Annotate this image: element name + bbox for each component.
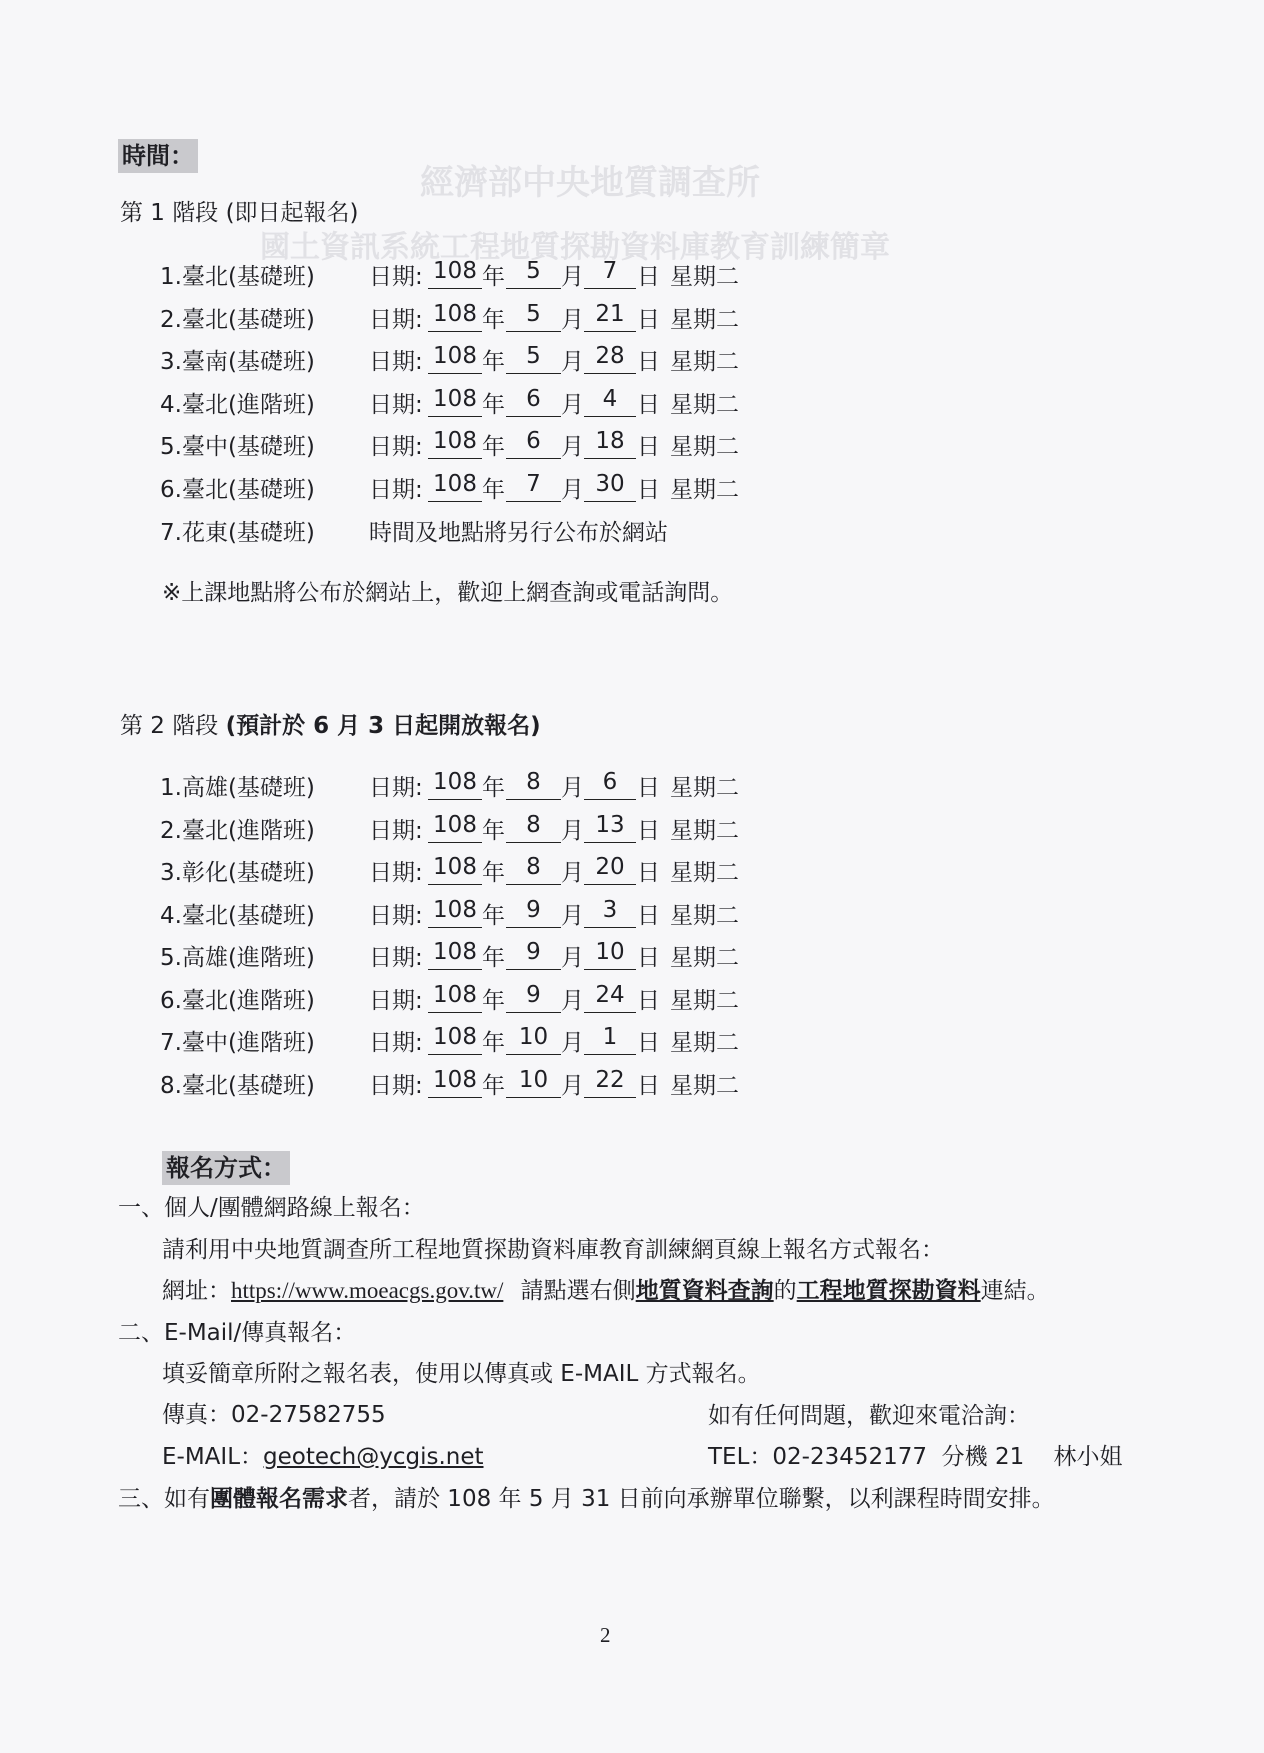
email-address[interactable]: geotech@ycgis.net (263, 1444, 484, 1470)
day-value: 6 (584, 769, 636, 800)
month-value: 6 (506, 386, 561, 417)
month-value: 5 (506, 343, 561, 374)
day-unit: 日 (637, 391, 660, 418)
stage1-label: 1.臺北(基礎班) (160, 264, 315, 290)
day-value: 21 (584, 301, 636, 332)
day-unit: 日 (637, 1072, 660, 1099)
reg-item1-line1: 請利用中央地質調查所工程地質探勘資料庫教育訓練網頁線上報名方式報名： (162, 1237, 944, 1263)
day-unit: 日 (637, 306, 660, 333)
stage2-label: 6.臺北(進階班) (160, 987, 315, 1014)
weekday: 星期二 (670, 264, 739, 290)
day-value: 1 (584, 1024, 636, 1055)
reg-item3-bold: 團體報名需求 (210, 1486, 348, 1512)
reg-url-line (162, 1276, 1050, 1306)
stage1-label: 4.臺北(進階班) (160, 391, 315, 418)
time-heading: 時間： (118, 139, 198, 173)
email-prefix: E-MAIL： (162, 1444, 264, 1470)
day-unit: 日 (637, 1030, 660, 1056)
geo-data-query-link[interactable]: 地質資料查詢 (635, 1278, 774, 1304)
year-value: 108 (428, 471, 482, 502)
day-unit: 日 (637, 860, 660, 886)
page-number: 2 (600, 1623, 611, 1647)
stage2-title-prefix: 第 2 階段 (120, 713, 219, 739)
month-value: 6 (506, 428, 561, 459)
url-mid: 請點選右側 (520, 1278, 636, 1304)
stage1-row7-text: 時間及地點將另行公布於網站 (369, 520, 668, 546)
month-unit: 月 (561, 306, 584, 333)
year-unit: 年 (482, 476, 505, 503)
year-value: 108 (428, 897, 482, 928)
reg-item1-title: 一、個人/團體網路線上報名： (118, 1195, 425, 1221)
ghost-title: 經濟部中央地質調查所 (420, 163, 760, 203)
month-value: 8 (506, 769, 561, 800)
month-unit: 月 (561, 860, 584, 886)
stage1-label: 5.臺中(基礎班) (160, 434, 315, 460)
day-unit: 日 (637, 987, 660, 1014)
stage2-label: 8.臺北(基礎班) (160, 1072, 315, 1099)
date-prefix: 日期: (369, 902, 423, 929)
stage2-label: 2.臺北(進階班) (160, 817, 315, 844)
day-unit: 日 (637, 817, 660, 844)
weekday: 星期二 (670, 434, 739, 460)
weekday: 星期二 (670, 945, 739, 971)
month-unit: 月 (561, 775, 584, 801)
stage2-label: 5.高雄(進階班) (160, 945, 315, 971)
fax-number: 傳真：02-27582755 (162, 1402, 386, 1428)
day-value: 28 (584, 343, 636, 374)
ghost-subtitle: 國土資訊系統工程地質探勘資料庫教育訓練簡章 (260, 230, 890, 265)
month-value: 10 (506, 1067, 561, 1098)
day-value: 24 (584, 982, 636, 1013)
month-unit: 月 (561, 817, 584, 844)
day-value: 20 (584, 854, 636, 885)
weekday: 星期二 (670, 775, 739, 801)
year-unit: 年 (482, 349, 505, 375)
month-value: 9 (506, 897, 561, 928)
day-unit: 日 (637, 902, 660, 929)
engineering-geo-link[interactable]: 工程地質探勘資料 (796, 1278, 981, 1304)
year-unit: 年 (482, 264, 505, 290)
day-unit: 日 (637, 476, 660, 503)
date-prefix: 日期: (369, 775, 423, 801)
year-value: 108 (428, 854, 482, 885)
stage2-label: 7.臺中(進階班) (160, 1030, 315, 1056)
day-value: 13 (584, 812, 636, 843)
weekday: 星期二 (670, 1030, 739, 1056)
month-value: 5 (506, 301, 561, 332)
tel-line: TEL：02-23452177 分機 21 林小姐 (708, 1444, 1123, 1470)
day-unit: 日 (637, 349, 660, 375)
stage1-note: ※上課地點將公布於網站上，歡迎上網查詢或電話詢問。 (162, 580, 734, 606)
year-unit: 年 (482, 391, 505, 418)
month-unit: 月 (561, 434, 584, 460)
month-unit: 月 (561, 945, 584, 971)
weekday: 星期二 (670, 349, 739, 375)
year-value: 108 (428, 982, 482, 1013)
month-value: 8 (506, 812, 561, 843)
year-unit: 年 (482, 860, 505, 886)
reg-item3-prefix: 三、如有 (118, 1486, 210, 1512)
stage1-title: 第 1 階段 (即日起報名) (120, 200, 359, 226)
day-value: 22 (584, 1067, 636, 1098)
weekday: 星期二 (670, 1072, 739, 1099)
day-unit: 日 (637, 945, 660, 971)
year-value: 108 (428, 301, 482, 332)
date-prefix: 日期: (369, 349, 423, 375)
year-value: 108 (428, 428, 482, 459)
website-link[interactable]: https://www.moeacgs.gov.tw/ (231, 1278, 504, 1303)
year-unit: 年 (482, 945, 505, 971)
date-prefix: 日期: (369, 306, 423, 333)
month-unit: 月 (561, 1030, 584, 1056)
weekday: 星期二 (670, 902, 739, 929)
date-prefix: 日期: (369, 434, 423, 460)
date-prefix: 日期: (369, 987, 423, 1014)
date-prefix: 日期: (369, 945, 423, 971)
year-unit: 年 (482, 775, 505, 801)
year-unit: 年 (482, 1072, 505, 1099)
day-value: 30 (584, 471, 636, 502)
stage2-label: 1.高雄(基礎班) (160, 775, 315, 801)
month-unit: 月 (561, 1072, 584, 1099)
year-value: 108 (428, 812, 482, 843)
date-prefix: 日期: (369, 264, 423, 290)
weekday: 星期二 (670, 860, 739, 886)
month-value: 5 (506, 258, 561, 289)
year-value: 108 (428, 939, 482, 970)
weekday: 星期二 (670, 476, 739, 503)
registration-heading: 報名方式： (162, 1151, 290, 1185)
month-value: 7 (506, 471, 561, 502)
date-prefix: 日期: (369, 817, 423, 844)
month-unit: 月 (561, 349, 584, 375)
year-value: 108 (428, 1024, 482, 1055)
month-unit: 月 (561, 391, 584, 418)
year-value: 108 (428, 258, 482, 289)
year-value: 108 (428, 1067, 482, 1098)
day-unit: 日 (637, 775, 660, 801)
stage1-row7-label: 7.花東(基礎班) (160, 520, 315, 546)
date-prefix: 日期: (369, 391, 423, 418)
stage1-label: 6.臺北(基礎班) (160, 476, 315, 503)
url-de: 的 (773, 1278, 797, 1304)
year-unit: 年 (482, 434, 505, 460)
year-value: 108 (428, 386, 482, 417)
year-unit: 年 (482, 1030, 505, 1056)
date-prefix: 日期: (369, 476, 423, 503)
month-value: 8 (506, 854, 561, 885)
month-unit: 月 (561, 476, 584, 503)
year-unit: 年 (482, 987, 505, 1014)
year-unit: 年 (482, 817, 505, 844)
year-unit: 年 (482, 306, 505, 333)
reg-item3-suffix: 者，請於 108 年 5 月 31 日前向承辦單位聯繫，以利課程時間安排。 (348, 1486, 1055, 1512)
day-value: 4 (584, 386, 636, 417)
reg-item2-title: 二、E-Mail/傳真報名： (118, 1320, 357, 1346)
date-prefix: 日期: (369, 1072, 423, 1099)
day-value: 3 (584, 897, 636, 928)
stage2-label: 4.臺北(基礎班) (160, 902, 315, 929)
month-unit: 月 (561, 264, 584, 290)
day-value: 7 (584, 258, 636, 289)
url-prefix: 網址： (162, 1278, 231, 1304)
year-unit: 年 (482, 902, 505, 929)
weekday: 星期二 (670, 306, 739, 333)
stage1-label: 2.臺北(基礎班) (160, 306, 315, 333)
contact-line: 如有任何問題，歡迎來電洽詢： (708, 1403, 1030, 1429)
day-unit: 日 (637, 264, 660, 290)
month-value: 9 (506, 939, 561, 970)
email-line (162, 1442, 484, 1472)
stage2-title-note: (預計於 6 月 3 日起開放報名) (225, 713, 541, 739)
date-prefix: 日期: (369, 860, 423, 886)
stage2-label: 3.彰化(基礎班) (160, 860, 315, 886)
stage2-title (120, 711, 541, 741)
month-value: 10 (506, 1024, 561, 1055)
weekday: 星期二 (670, 987, 739, 1014)
stage1-label: 3.臺南(基礎班) (160, 349, 315, 375)
month-value: 9 (506, 982, 561, 1013)
day-value: 10 (584, 939, 636, 970)
reg-item2-line1: 填妥簡章所附之報名表，使用以傳真或 E-MAIL 方式報名。 (162, 1361, 761, 1387)
month-unit: 月 (561, 987, 584, 1014)
month-unit: 月 (561, 902, 584, 929)
day-unit: 日 (637, 434, 660, 460)
url-suffix: 連結。 (980, 1278, 1050, 1304)
day-value: 18 (584, 428, 636, 459)
time-heading-wrap (118, 139, 198, 173)
reg-item3 (118, 1484, 1055, 1514)
weekday: 星期二 (670, 391, 739, 418)
weekday: 星期二 (670, 817, 739, 844)
year-value: 108 (428, 343, 482, 374)
date-prefix: 日期: (369, 1030, 423, 1056)
registration-heading-wrap (162, 1151, 290, 1185)
year-value: 108 (428, 769, 482, 800)
